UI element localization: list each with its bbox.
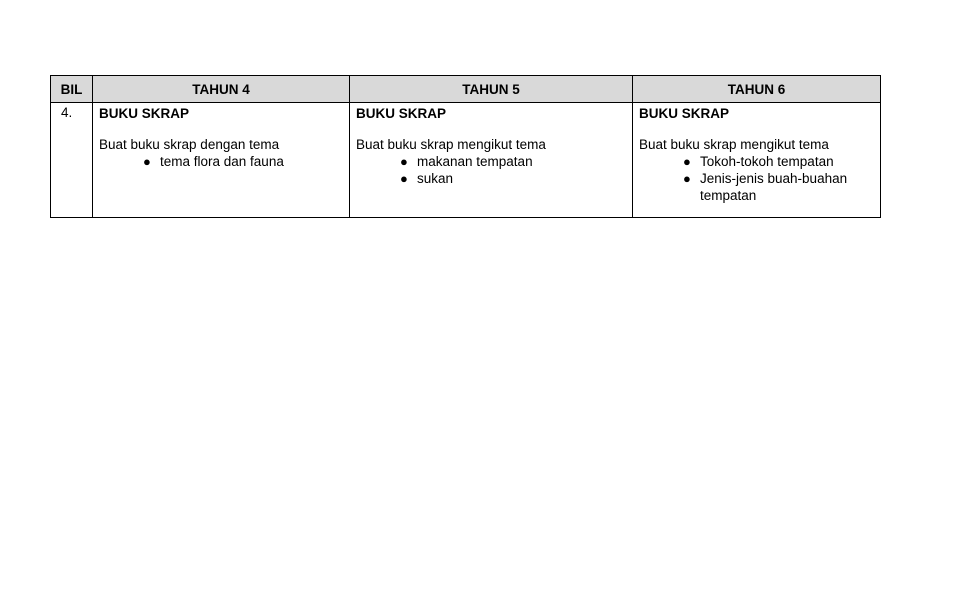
list-item-text: Jenis-jenis buah-buahan tempatan [700,171,848,203]
list-item-text: sukan [417,171,454,186]
list-item [683,170,850,204]
cell-description: Buat buku skrap mengikut tema [356,137,546,152]
header-row [51,76,881,103]
cell-tahun-4 [93,103,350,218]
cell-title: BUKU SKRAP [639,106,730,121]
table-header [51,76,881,103]
cell-description: Buat buku skrap mengikut tema [639,137,829,152]
header-bil: BIL [51,76,93,103]
row-bil: 4. [51,103,93,218]
list-item-text: Tokoh-tokoh tempatan [700,154,834,169]
list-item [400,153,626,170]
bullet-list [356,153,626,187]
list-item-text: makanan tempatan [417,154,533,169]
activity-table [50,75,881,218]
list-item [683,153,874,170]
cell-title: BUKU SKRAP [99,106,190,121]
cell-tahun-5 [350,103,633,218]
bullet-list [99,153,343,170]
cell-description: Buat buku skrap dengan tema [99,137,280,152]
list-item [143,153,343,170]
header-tahun-5: TAHUN 5 [350,76,633,103]
header-tahun-4: TAHUN 4 [93,76,350,103]
bullet-icon: ● [683,171,691,186]
table-body [51,103,881,218]
bullet-icon: ● [143,154,151,169]
bullet-list [639,153,874,204]
list-item [400,170,626,187]
cell-title: BUKU SKRAP [356,106,447,121]
table-row [51,103,881,218]
list-item-text: tema flora dan fauna [160,154,284,169]
header-tahun-6: TAHUN 6 [633,76,881,103]
bullet-icon: ● [400,154,408,169]
bullet-icon: ● [683,154,691,169]
bullet-icon: ● [400,171,408,186]
cell-tahun-6 [633,103,881,218]
